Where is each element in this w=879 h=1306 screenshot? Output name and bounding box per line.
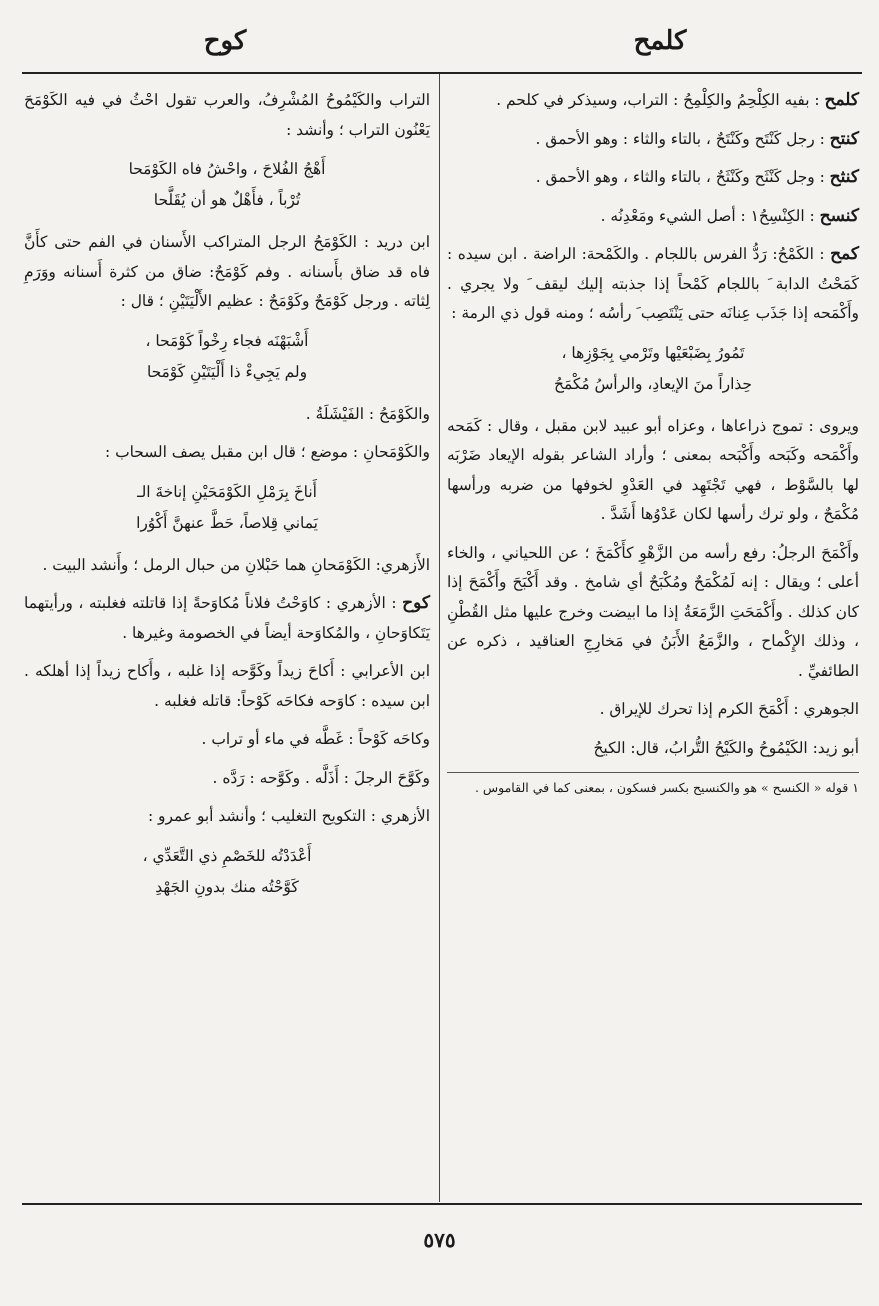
right-column [447,86,859,799]
dictionary-entry [447,695,859,725]
dictionary-entry [447,86,859,116]
dictionary-entry [24,802,430,832]
entry-text: ويروى : تموج ذراعاها ، وعزاه أبو عبيد لابن مقبل ، وقال : كَمَحه وأَكْمَحه وكَبَحه وأَكْبَحه بمعنى ؛ وأراد الشاعر بقوله الإيعاد ضَرْبَه لها بالسَّوْط ، فهي تَجْتَهِد في العَدْوِ لخوفها من ضربه ورأسها مُكْمَحٌ ، ولو ترك رأسها لكان عَدْوُها أَشَدَّ . [447,416,859,523]
verse-line: تُرْباً ، فأَهْلٌ هو أن يُقَلَّحا [153,191,301,209]
dictionary-entry [447,125,859,155]
entry-text: ابن دريد : الكَوْمَحُ الرجل المتراكب الأَسنان في الفم حتى كأَنَّ فاه قد ضاق بأَسنانه . وفم كَوْمَحٌ: ضاق من كثرة أَسنانه ووَرَمِ لِثاته . ورجل كَوْمَحٌ وكَوْمَحٌ : عظيم الأَلْيَتَيْنِ ؛ قال : [24,233,430,310]
entry-text: أبو زيد: الكَيْمُوحُ والكَيْحُ التُّرابُ، قال: الكيحُ [593,738,859,757]
dictionary-entry [447,240,859,329]
dictionary-entry [24,86,430,145]
entry-text: وأَكْمَحَ الرجلُ: رفع رأسه من الزَّهْوِ كأَكْمَخَ ؛ عن اللحياني ، والخاء أعلى ؛ ويقال : إنه لَمُكْمَحٌ ومُكْبَحٌ أي شامخ . وقد أَكْبَحَ وأَكْمَحَ إذا كان كذلك . وأَكْمَحَتِ الزَّمَعَةُ إذا ما ابيضت وخرج عليها مثل القُطْنِ ، وذلك الإِكْماح ، والزَّمَعُ الأَبَنُ في مَخارِجِ العناقيد ، ذكره عن الطائفيِّ . [447,543,859,680]
footnote-separator [447,772,859,773]
entry-text: : بفيه الكِلْحِمُ والكِلْمِحُ : التراب، وسيذكر في كلحم . [496,91,820,109]
dictionary-entry [24,589,430,648]
dictionary-entry [24,657,430,716]
verse [447,338,859,400]
entry-text: ابن الأعرابي : أَكاحَ زيداً وكَوَّحه إذا غلبه ، وأَكاح زيداً إذا أهلكه . ابن سيده : كاوَحه فكاحَه كَوْحاً: قاتله فغلبه . [24,662,430,710]
verse-line: كَوَّحْتُه منك بدونِ الجَهْدِ [155,877,299,896]
entry-text: التراب والكَيْمُوحُ المُشْرِفُ، والعرب تقول احْثُ في فيه الكَوْمَحَ يَعْنُون التراب ؛ وأنشد : [24,91,430,139]
entry-text: وكَوَّحَ الرجلَ : أَذَلَّه . وكَوَّحه : رَدَّه . [212,768,430,787]
dictionary-entry [24,438,430,468]
dictionary-entry [447,163,859,193]
entry-headword: كنتح [829,128,859,149]
verse-line: حِذاراً منَ الإيعادِ، والرأسُ مُكْمَحُ [554,374,752,393]
dictionary-entry [447,734,859,764]
verse-line: أَهْجُ الفُلاحَ ، واحْشُ فاه الكَوْمَحا [128,160,326,178]
entry-headword: كمح [830,244,859,264]
entry-text: : الأزهري : كاوَحْتُ فلاناً مُكاوَحةً إذا قاتلته فغلبته ، ورأيتهما يَتَكاوَحانِ ، والمُكاوَحة أيضاً في الخصومة وغيرها . [24,594,430,642]
verse-line: أَناخَ بِرَمْلِ الكَوْمَحَيْنِ إناخةَ الـ [137,482,317,501]
entry-text: : رجل كَنْتَح وكَنْتَحٌ ، بالتاء والثاء : وهو الأحمق . [535,129,825,148]
verse-line: يَماني قِلاصاً، حَطَّ عنهنَّ أَكْوُرا [136,513,318,532]
entry-text: الأَزهري: الكَوْمَحانِ هما حَبْلانِ من حبال الرمل ؛ وأَنشد البيت . [42,555,430,574]
verse-line: أَعْدَدْتُه للخَصْمِ ذي التَّعَدِّي ، [142,846,312,865]
verse-line: تَمُورُ بِضَبْعَيْها وتَرْمي بِجَوْزِها ، [561,343,745,362]
dictionary-entry [24,764,430,794]
entry-text: : الكِنْسِحُ١ : أصل الشيء ومَعْدِنُه . [600,206,815,225]
entry-text: الجوهري : أَكْمَحَ الكرم إذا تحرك للإيراق . [599,700,859,718]
header-left: كوح [203,26,247,56]
dictionary-entry [24,551,430,581]
entry-text: والكَوْمَحُ : الفَيْشَلَةُ . [305,404,430,423]
entry-text: : الكَمْحُ: رَدُّ الفرس باللجام . والكَمْحة: الراضة . ابن سيده : كَمَحْتُ الدابة َ باللجام كَمْحاً إذا جذبته إليك ليقف َ ولا يجري . وأَكْمَحه إذا جَذَب عِنانَه حتى يَنْتَصِب َ رأسُه ؛ ومنه قول ذي الرمة : [447,245,859,322]
dictionary-entry [24,400,430,430]
column-divider [439,74,440,1202]
dictionary-entry [447,412,859,530]
dictionary-entry [447,539,859,687]
verse-line: أَشْبَهْنَه فجاء رِخْواً كَوْمَحا ، [145,331,309,350]
verse [24,841,430,903]
dictionary-entry [24,725,430,755]
entry-headword: كوح [402,593,430,613]
entry-text: والكَوْمَحانِ : موضع ؛ قال ابن مقبل يصف السحاب : [105,443,430,461]
entry-text: : وجل كَنْثَح وكَنْثَحٌ ، بالتاء والثاء ، وهو الأحمق . [535,168,825,186]
bottom-rule [22,1203,862,1205]
entry-text: وكاحَه كَوْحاً : غَطَّه في ماء أو تراب . [201,730,430,748]
page-number: ٥٧٥ [423,1228,456,1252]
entry-headword: كنسح [819,205,859,226]
top-rule [22,72,862,74]
verse [24,477,430,539]
verse [24,154,430,216]
verse [24,326,430,388]
dictionary-entry [24,228,430,317]
entry-headword: كنثح [829,167,859,187]
header-right: كلمح [633,26,687,56]
left-column [24,86,430,915]
footnote: ١ قوله « الكنسح » هو والكنسيح بكسر فسكون ، بمعنى كما في القاموس . [474,780,859,795]
verse-line: ولم يَجِيءْ ذا أَلْيَتَيْنِ كَوْمَحا [146,362,308,381]
entry-headword: كلمح [824,90,859,110]
dictionary-entry [447,202,859,232]
entry-text: الأزهري : التكويح التغليب ؛ وأنشد أبو عمرو : [147,807,430,825]
